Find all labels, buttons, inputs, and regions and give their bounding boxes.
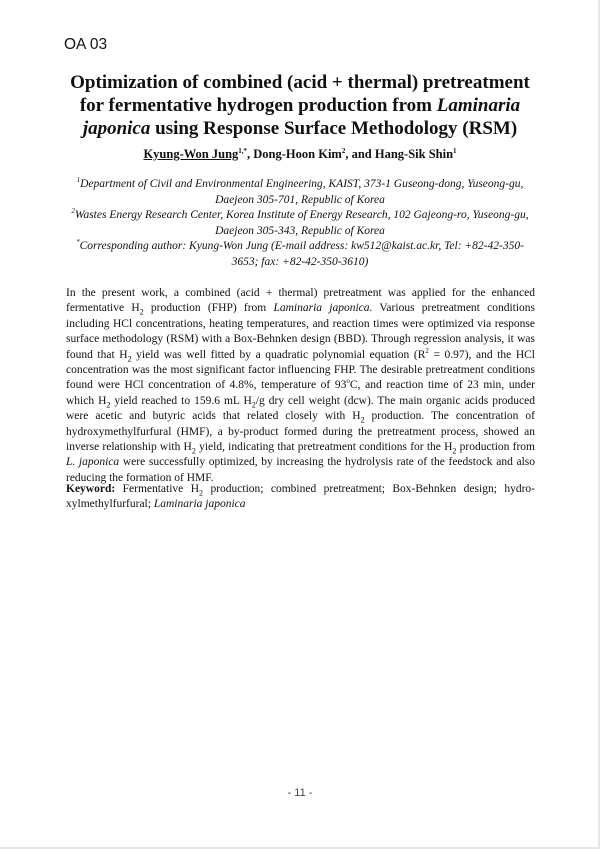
abstract-text: production. The concentration of hydroxymethylfurfural (HMF), a by-product formed during the pretreatment process, showed an inverse relationship with H xyxy=(66,410,535,454)
abstract-text: production from xyxy=(456,441,535,454)
author-sup: 2 xyxy=(341,146,346,155)
author-name: Kyung-Won Jung xyxy=(143,147,239,161)
author-sup: 1 xyxy=(453,146,457,155)
abstract-text: production (FHP) from xyxy=(143,302,274,315)
superscript: 2 xyxy=(425,346,429,355)
abstract xyxy=(66,286,535,486)
subscript: 2 xyxy=(139,307,144,317)
affiliation-sup: 1 xyxy=(76,176,81,185)
affiliation-text: Wastes Energy Research Center, Korea Institute of Energy Research, 102 Gajeong-ro, Yuseong-gu, Daejeon 305-343, Republic of Korea xyxy=(74,209,529,237)
abstract-text: yield was well fitted by a quadratic polynomial equation (R xyxy=(131,348,426,361)
affiliation-text: Department of Civil and Environmental Engineering, KAIST, 373-1 Guseong-dong, Yuseong-gu, Daejeon 305-701, Republic of Korea xyxy=(80,178,524,206)
title-species: Laminaria japonica xyxy=(82,95,521,139)
abstract-text: yield, indicating that pretreatment conditions for the H xyxy=(195,441,453,454)
subscript: 2 xyxy=(251,400,256,410)
abstract-text: were successfully optimized, by increasing the hydrolysis rate of the feedstock and also reducing the formation of HMF. xyxy=(66,456,536,484)
author-conjunction: , and xyxy=(345,147,375,161)
abstract-species: L. japonica xyxy=(66,456,120,469)
abstract-text: . Various pretreatment conditions including HCl concentrations, heating temperatures, and reaction times were optimized via response surface methodology (RSM) with a Box-Behnken design (BBD). Through regression analysis, it was found that H xyxy=(66,302,536,361)
subscript: 2 xyxy=(360,415,365,425)
degree-sign: o xyxy=(346,377,350,386)
affiliation-sup: 2 xyxy=(71,207,75,216)
page-number: - 11 - xyxy=(287,787,313,799)
abstract-text: In the present work, a combined (acid + thermal) pretreatment was applied for the enhanced fermentative H xyxy=(66,287,535,315)
subscript: 2 xyxy=(127,353,132,363)
abstract-text: yield reached to 159.6 mL H xyxy=(110,394,252,407)
author-sup: 1,* xyxy=(238,146,248,155)
keywords-label: Keyword: xyxy=(66,483,116,495)
subscript: 2 xyxy=(106,400,111,410)
subscript: 2 xyxy=(452,446,457,456)
keywords-text: Fermentative H xyxy=(115,483,200,495)
title-text: Optimization of combined (acid + thermal) pretreatment for fermentative hydrogen production from xyxy=(70,72,530,116)
abstract-text: C, and reaction time of 23 min, under which H xyxy=(66,379,535,407)
abstract-text: = 0.97), and the HCl concentration was the most significant factor influencing FHP. The desirable pretreatment conditions found were HCl concentration of 4.8%, temperature of 93 xyxy=(66,348,535,392)
corresponding-text: Corresponding author: Kyung-Won Jung (E-mail address: kw512@kaist.ac.kr, Tel: +82-42-350-3653; fax: +82-42-350-3610) xyxy=(79,240,524,268)
affiliation-sup: * xyxy=(76,238,80,247)
session-code: OA 03 xyxy=(64,36,108,53)
paper-title xyxy=(70,71,530,140)
affiliation xyxy=(70,208,530,239)
keywords xyxy=(66,482,535,513)
subscript: 2 xyxy=(199,488,204,498)
abstract-text: /g dry cell weight (dcw). The main organic acids produced were acetic and butyric acids that related closely with H xyxy=(66,394,535,423)
author-name: Dong-Hoon Kim xyxy=(253,147,342,161)
keywords-text: production; combined pretreatment; Box-Behnken design; hydro-xylmethylfurfural; xyxy=(66,483,535,511)
subscript: 2 xyxy=(191,446,196,456)
author-list: Kyung-Won Jung$^{1,*}$, Dong-Hoon Kim$^2$, and Hang-Sik Shin$^1$ xyxy=(143,146,457,161)
author-name: Hang-Sik Shin xyxy=(374,147,454,161)
affiliation xyxy=(70,177,530,208)
title-text-end: using Response Surface Methodology (RSM) xyxy=(150,118,518,139)
keywords-species: Laminaria japonica xyxy=(153,498,246,511)
affiliations xyxy=(70,177,530,270)
corresponding-author xyxy=(70,239,530,270)
abstract-species: Laminaria japonica xyxy=(273,302,370,315)
